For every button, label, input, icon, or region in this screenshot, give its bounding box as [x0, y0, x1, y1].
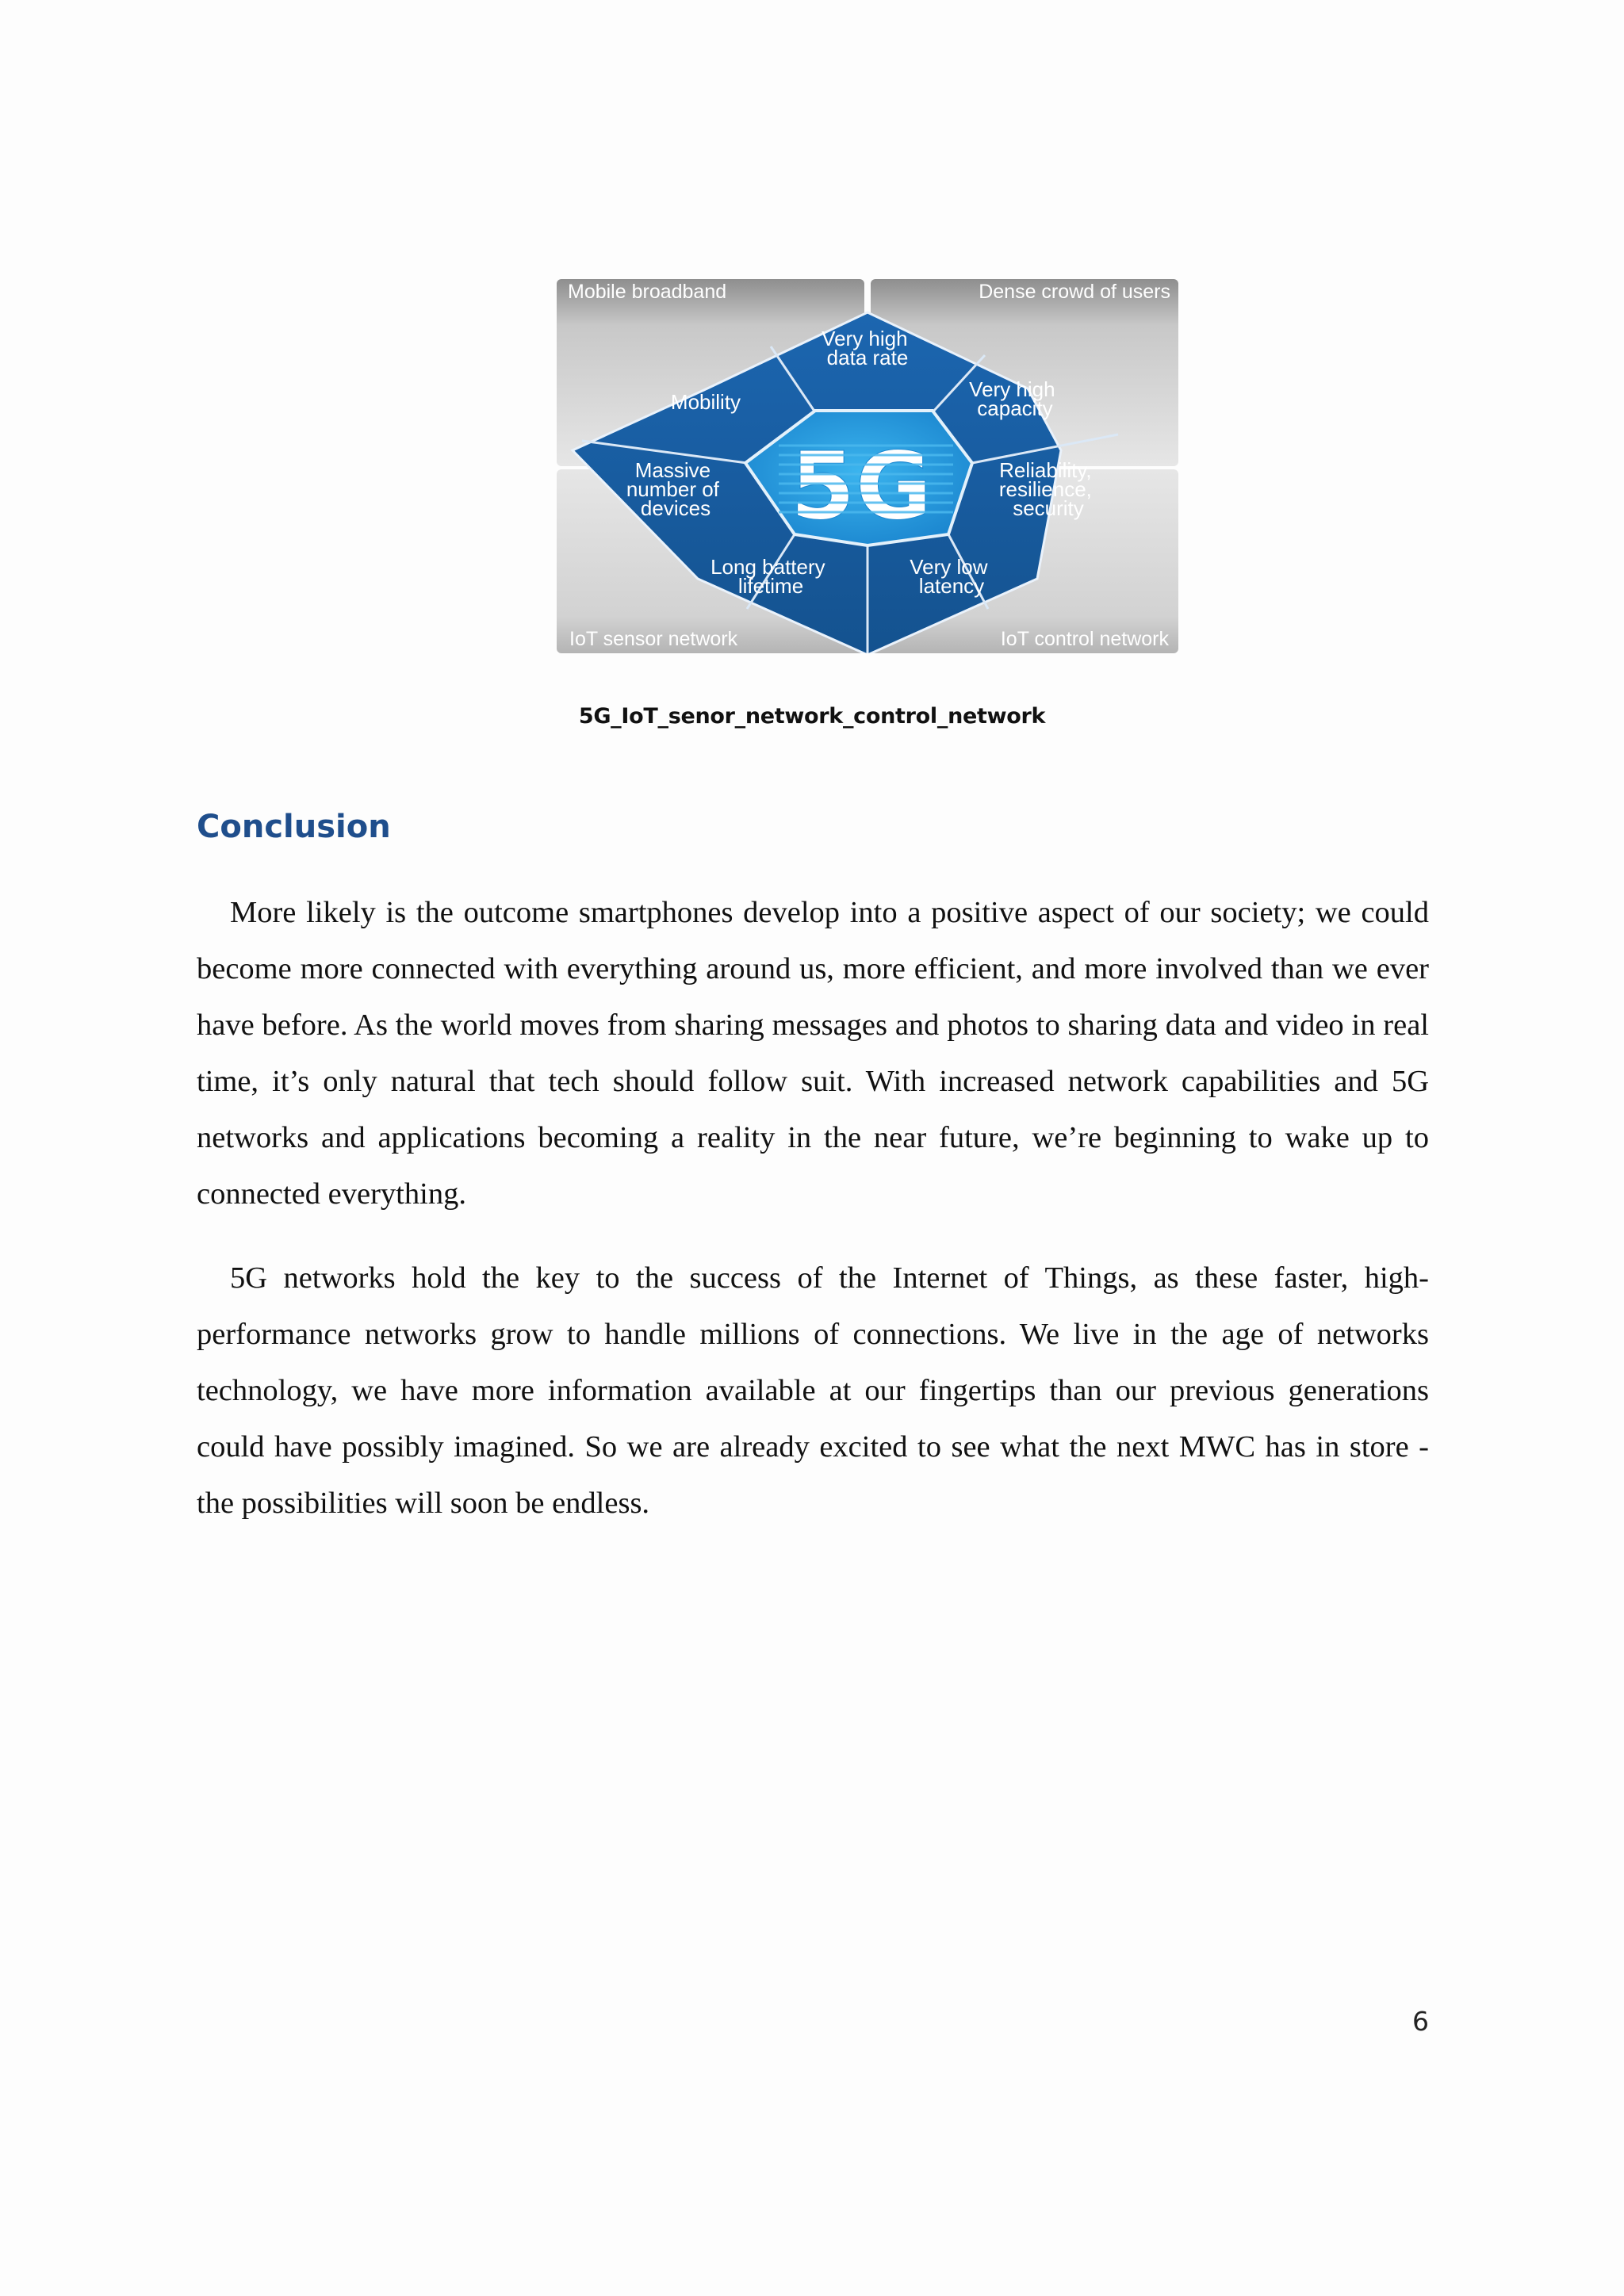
page-number: 6: [1412, 2006, 1429, 2037]
segment-massive-devices: Massive number of devices: [626, 458, 719, 520]
segment-very-high-data-rate: Very high data rate: [822, 327, 909, 369]
paragraph-1: More likely is the outcome smartphones develop into a positive aspect of our society; we could become more connected with everything around us, more efficient, and more involved than we ever have before. As the world moves from sharing messages and photos to sharing data and video in real time, it’s only natural that tech should follow suit. With increased network capabilities and 5G networks and applications becoming a reality in the near future, we’re beginning to wake up to connected everything.: [197, 896, 1429, 1211]
5g-diagram: [557, 279, 1178, 653]
segment-very-high-capacity: Very high capacity: [969, 377, 1055, 420]
5g-diagram-figure: [557, 279, 1178, 653]
segment-long-battery-lifetime: Long battery lifetime: [710, 555, 825, 598]
segment-mobility: Mobility: [670, 390, 741, 414]
section-heading-conclusion: Conclusion: [197, 809, 391, 845]
paragraph-2: 5G networks hold the key to the success of the Internet of Things, as these faster, high-performance networks grow to handle millions of connections. We live in the age of networks technology, we have more information available at our fingertips than our previous generations could have possibly imagined. So we are already excited to see what the next MWC has in store - the possibilities will soon be endless.: [197, 1261, 1429, 1520]
label-dense-crowd: Dense crowd of users: [979, 281, 1170, 303]
label-iot-sensor-network: IoT sensor network: [569, 628, 738, 650]
5g-logo: [779, 431, 953, 541]
label-iot-control-network: IoT control network: [1000, 628, 1169, 650]
segment-very-low-latency: Very low latency: [910, 555, 988, 598]
5g-center-label: 5G: [790, 431, 933, 541]
segment-reliability: Reliability, resilience, security: [998, 458, 1092, 520]
figure-caption: 5G_IoT_senor_network_control_network: [578, 704, 1046, 729]
label-mobile-broadband: Mobile broadband: [568, 281, 727, 303]
